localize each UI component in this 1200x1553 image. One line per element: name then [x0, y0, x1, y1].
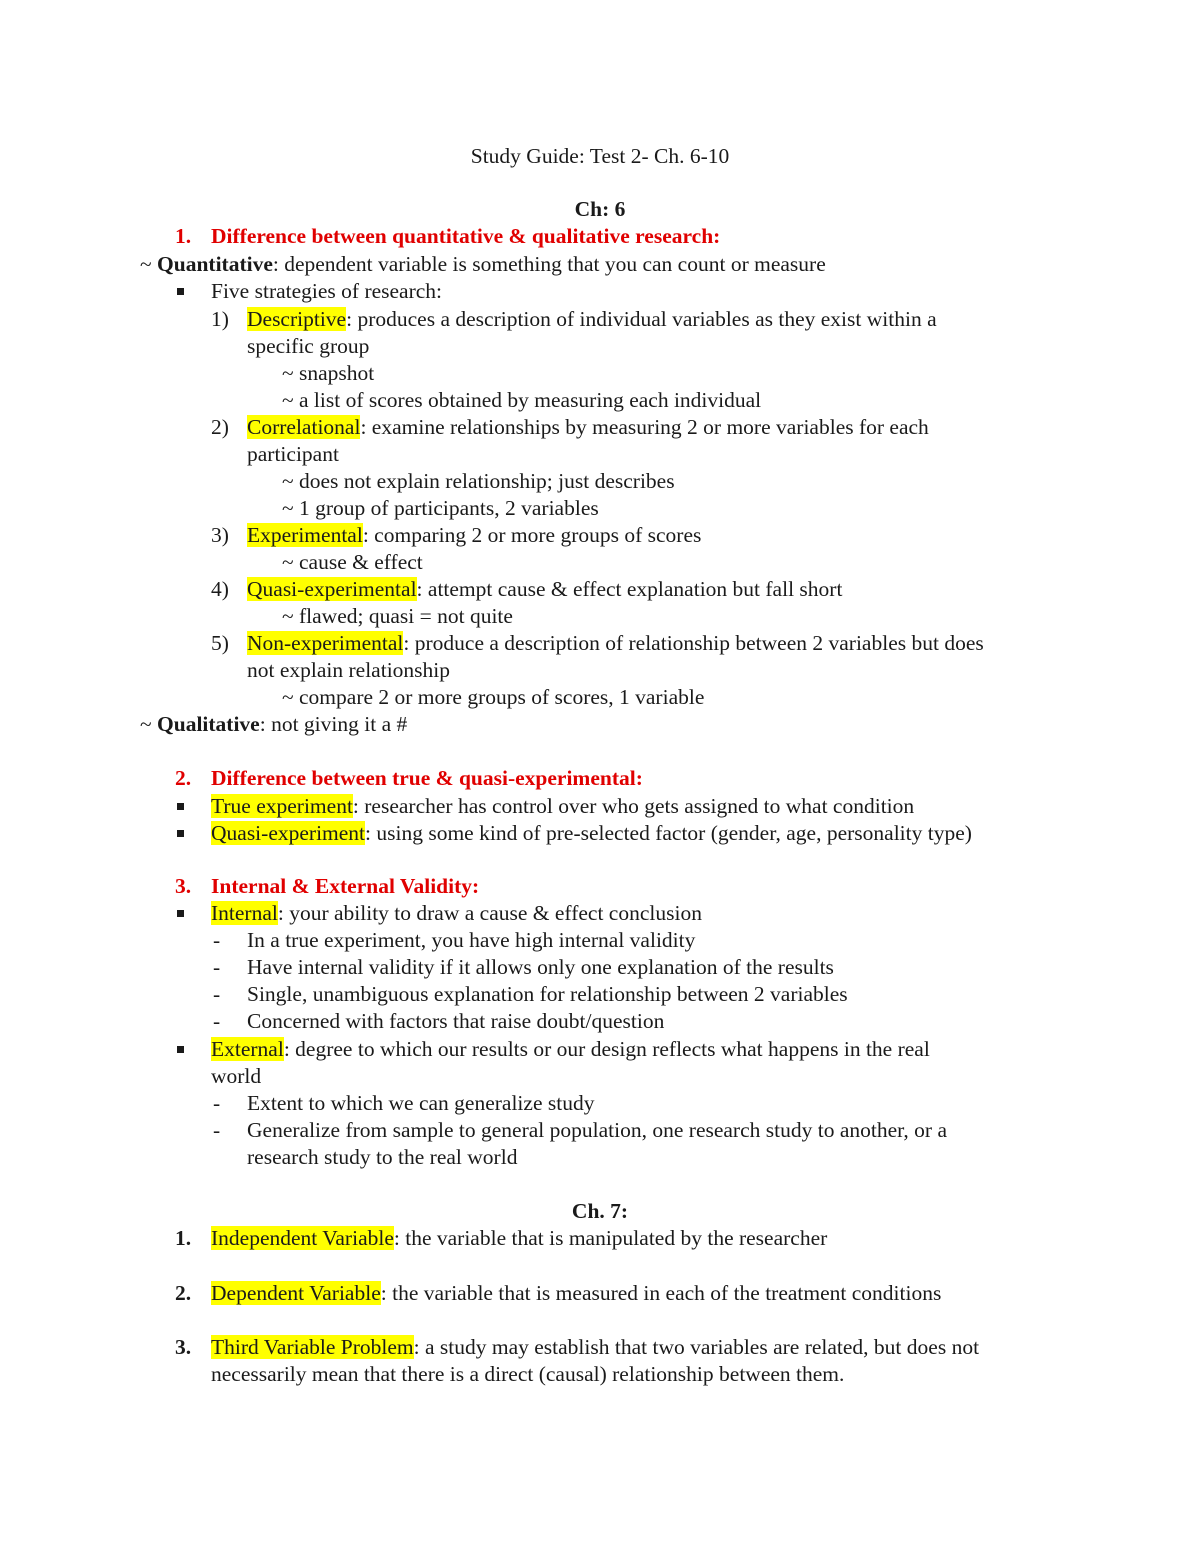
- square-bullet: [177, 820, 184, 847]
- quantitative-term: Quantitative: [157, 252, 273, 276]
- strategy-term: Descriptive: [247, 307, 347, 331]
- internal-point: Single, unambiguous explanation for relationship between 2 variables: [247, 982, 848, 1006]
- strategy-note: ~ a list of scores obtained by measuring each individual: [282, 388, 762, 412]
- q3-heading: Internal & External Validity:: [211, 874, 480, 898]
- dependent-variable-item: [211, 1280, 941, 1307]
- item-definition-cont: necessarily mean that there is a direct (causal) relationship between them.: [211, 1362, 845, 1386]
- external-point: Generalize from sample to general population, one research study to another, or a: [247, 1118, 948, 1142]
- strategy-number: 4): [211, 577, 229, 601]
- strategy-note: ~ 1 group of participants, 2 variables: [282, 496, 599, 520]
- dash-bullet: -: [213, 955, 221, 979]
- qualitative-definition: : not giving it a #: [259, 712, 408, 736]
- item-definition: : researcher has control over who gets assigned to what condition: [352, 794, 915, 818]
- internal-point: In a true experiment, you have high internal validity: [247, 928, 696, 952]
- strategy-note: ~ does not explain relationship; just describes: [282, 469, 675, 493]
- strategy-definition: : comparing 2 or more groups of scores: [362, 523, 702, 547]
- q1-number: 1.: [175, 224, 192, 248]
- internal-validity-item: [211, 900, 702, 927]
- quantitative-line: [140, 251, 826, 278]
- strategy-correlational: [247, 414, 929, 441]
- strategy-experimental: [247, 522, 701, 549]
- strategy-descriptive: [247, 306, 937, 333]
- dash-bullet: -: [213, 1091, 221, 1115]
- item-term: Independent Variable: [211, 1226, 394, 1250]
- strategy-definition: : produces a description of individual variables as they exist within a: [346, 307, 937, 331]
- internal-point: Concerned with factors that raise doubt/question: [247, 1009, 665, 1033]
- external-point: Extent to which we can generalize study: [247, 1091, 595, 1115]
- ch7-item-number: 2.: [175, 1281, 192, 1305]
- dash-bullet: -: [213, 1009, 221, 1033]
- quant-prefix: ~: [140, 252, 158, 276]
- page-title: Study Guide: Test 2- Ch. 6-10: [470, 144, 730, 168]
- item-definition: : a study may establish that two variables are related, but does not: [413, 1335, 980, 1359]
- strategy-number: 2): [211, 415, 229, 439]
- strategy-note: ~ cause & effect: [282, 550, 423, 574]
- third-variable-item: [211, 1334, 979, 1361]
- strategy-definition-cont: not explain relationship: [247, 658, 451, 682]
- item-term: Quasi-experiment: [211, 821, 366, 845]
- strategy-term: Quasi-experimental: [247, 577, 417, 601]
- quasi-experiment-item: [211, 820, 972, 847]
- strategy-note: ~ compare 2 or more groups of scores, 1 variable: [282, 685, 705, 709]
- strategy-definition: : examine relationships by measuring 2 or more variables for each: [360, 415, 929, 439]
- strategy-note: ~ snapshot: [282, 361, 375, 385]
- strategy-number: 3): [211, 523, 229, 547]
- square-bullet: [177, 793, 184, 820]
- item-definition: : the variable that is measured in each of the treatment conditions: [380, 1281, 942, 1305]
- strategy-number: 5): [211, 631, 229, 655]
- item-term: True experiment: [211, 794, 353, 818]
- true-experiment-item: [211, 793, 914, 820]
- qualitative-line: [140, 711, 407, 738]
- ch7-item-number: 3.: [175, 1335, 192, 1359]
- item-term: External: [211, 1037, 284, 1061]
- independent-variable-item: [211, 1225, 827, 1252]
- qualitative-term: Qualitative: [157, 712, 260, 736]
- strategy-note: ~ flawed; quasi = not quite: [282, 604, 513, 628]
- strategy-term: Experimental: [247, 523, 363, 547]
- item-definition: : degree to which our results or our design reflects what happens in the real: [283, 1037, 930, 1061]
- square-bullet: [177, 900, 184, 927]
- strategy-number: 1): [211, 307, 229, 331]
- strategy-definition-cont: participant: [247, 442, 339, 466]
- q1-heading: Difference between quantitative & qualitative research:: [211, 224, 721, 248]
- strategy-term: Non-experimental: [247, 631, 404, 655]
- q3-number: 3.: [175, 874, 192, 898]
- qual-prefix: ~: [140, 712, 158, 736]
- q2-number: 2.: [175, 766, 192, 790]
- item-definition: : using some kind of pre-selected factor (gender, age, personality type): [365, 821, 972, 845]
- strategy-non-experimental: [247, 630, 984, 657]
- strategy-quasi-experimental: [247, 576, 842, 603]
- square-bullet: [177, 1036, 184, 1063]
- strategy-definition: : produce a description of relationship between 2 variables but does: [403, 631, 984, 655]
- external-point-cont: research study to the real world: [247, 1145, 518, 1169]
- dash-bullet: -: [213, 982, 221, 1006]
- item-definition-cont: world: [211, 1064, 262, 1088]
- external-validity-item: [211, 1036, 930, 1063]
- square-bullet: [177, 278, 184, 305]
- item-term: Third Variable Problem: [211, 1335, 414, 1359]
- item-definition: : the variable that is manipulated by the researcher: [393, 1226, 828, 1250]
- quantitative-definition: : dependent variable is something that you can count or measure: [272, 252, 826, 276]
- dash-bullet: -: [213, 928, 221, 952]
- chapter-6-heading: Ch: 6: [574, 197, 626, 221]
- item-definition: : your ability to draw a cause & effect conclusion: [277, 901, 702, 925]
- ch7-item-number: 1.: [175, 1226, 192, 1250]
- q2-heading: Difference between true & quasi-experimental:: [211, 766, 643, 790]
- strategy-term: Correlational: [247, 415, 361, 439]
- strategy-definition: : attempt cause & effect explanation but fall short: [416, 577, 843, 601]
- item-term: Dependent Variable: [211, 1281, 381, 1305]
- item-term: Internal: [211, 901, 278, 925]
- dash-bullet: -: [213, 1118, 221, 1142]
- strategy-definition-cont: specific group: [247, 334, 370, 358]
- chapter-7-heading: Ch. 7:: [571, 1199, 629, 1223]
- five-strategies-label: Five strategies of research:: [211, 279, 443, 303]
- internal-point: Have internal validity if it allows only one explanation of the results: [247, 955, 834, 979]
